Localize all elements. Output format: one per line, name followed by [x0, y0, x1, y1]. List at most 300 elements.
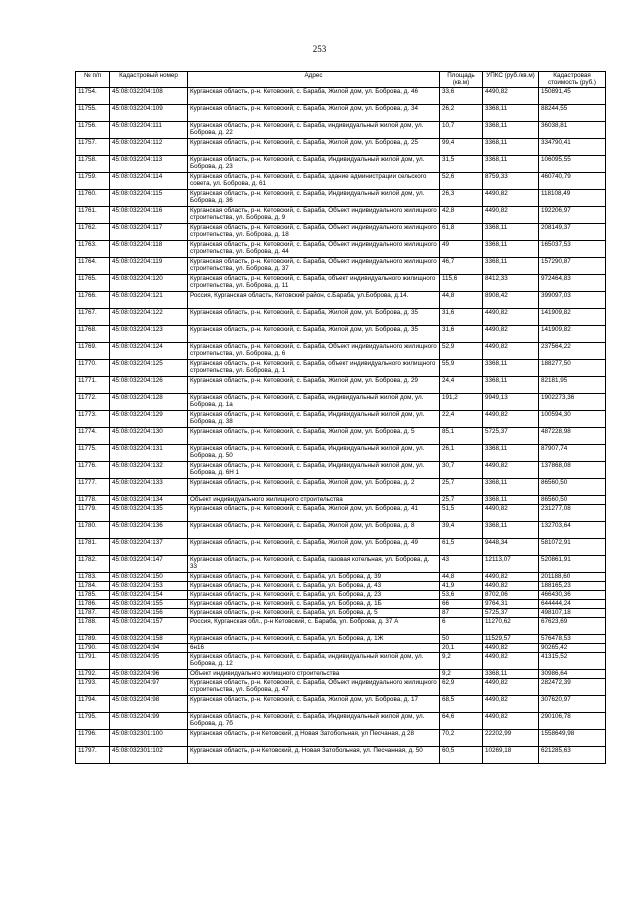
cell-kad: 45:08:032204:119 [110, 258, 188, 275]
cell-num: 11797. [76, 747, 110, 764]
cell-num: 11776. [76, 462, 110, 479]
cell-num: 11788. [76, 618, 110, 635]
cell-addr: Курганская область, р-н. Кетовский, с. Бараба, Жилой дом, ул. Боброва, д. 29 [188, 377, 440, 394]
cell-area: 31,5 [440, 156, 483, 173]
cell-num: 11785. [76, 591, 110, 600]
cell-upks: 3368,11 [483, 105, 539, 122]
cell-addr: Курганская область, р-н. Кетовский, с. Бараба, Жилой дом, ул. Боброва, д. 34 [188, 105, 440, 122]
cell-upks: 3368,11 [483, 522, 539, 539]
cell-area: 60,5 [440, 747, 483, 764]
cell-area: 61,8 [440, 224, 483, 241]
cell-addr: Курганская область, р-н. Кетовский, с. Бараба, ул. Боброва, д. 43 [188, 582, 440, 591]
cell-val: 576478,53 [539, 635, 606, 644]
cell-addr: Курганская область, р-н. Кетовский, с. Бараба, Индивидуальный жилой дом, ул. Боброва, д. 6Н 1 [188, 462, 440, 479]
cell-num: 11792. [76, 670, 110, 679]
cell-area: 39,4 [440, 522, 483, 539]
cell-kad: 45:08:032204:112 [110, 139, 188, 156]
cell-addr: Курганская область, р-н. Кетовский, с. Бараба, Объект индивидуального жилищного строительства, ул. Боброва, д. 44 [188, 241, 440, 258]
cell-val: 644444,24 [539, 600, 606, 609]
cell-upks: 3368,11 [483, 360, 539, 377]
table-row [76, 394, 606, 411]
cell-val: 100594,30 [539, 411, 606, 428]
cell-val: 208149,37 [539, 224, 606, 241]
cell-val: 87907,74 [539, 445, 606, 462]
cell-upks: 4490,82 [483, 582, 539, 591]
cell-num: 11794. [76, 696, 110, 713]
cell-val: 231277,08 [539, 505, 606, 522]
cell-val: 90265,42 [539, 644, 606, 653]
cell-val: 520861,91 [539, 556, 606, 573]
cell-kad: 45:08:032204:109 [110, 105, 188, 122]
cell-val: 972464,83 [539, 275, 606, 292]
cell-num: 11765. [76, 275, 110, 292]
cell-area: 26,2 [440, 105, 483, 122]
cell-addr: Курганская область, р-н. Кетовский, с. Бараба, ул. Боброва, д. 1Б [188, 600, 440, 609]
cell-kad: 45:08:032204:147 [110, 556, 188, 573]
table-row [76, 696, 606, 713]
table-row [76, 573, 606, 582]
cell-upks: 3368,11 [483, 156, 539, 173]
cell-val: 141909,82 [539, 309, 606, 326]
table-row [76, 88, 606, 105]
cell-area: 9,2 [440, 653, 483, 670]
cell-addr: Курганская область, р-н. Кетовский, с. Бараба, газовая котельная, ул. Боброва, д. 33 [188, 556, 440, 573]
table-row [76, 522, 606, 539]
cell-val: 188165,23 [539, 582, 606, 591]
header-address: Адрес [188, 72, 440, 88]
table-row [76, 275, 606, 292]
table-row [76, 635, 606, 644]
table-row [76, 360, 606, 377]
table-row [76, 653, 606, 670]
cell-area: 68,5 [440, 696, 483, 713]
table-row [76, 539, 606, 556]
cell-addr: Курганская область, р-н. Кетовский, с. Бараба, объект индивидуального жилищного строительства, ул. Боброва, д. 11 [188, 275, 440, 292]
table-row [76, 428, 606, 445]
table-row [76, 156, 606, 173]
cell-num: 11763. [76, 241, 110, 258]
cell-upks: 4490,82 [483, 190, 539, 207]
cell-num: 11764. [76, 258, 110, 275]
cell-addr: Курганская область, р-н. Кетовский, с. Бараба, Индивидуальный жилой дом, ул. Боброва, д. 36 [188, 190, 440, 207]
cell-num: 11781. [76, 539, 110, 556]
cell-num: 11787. [76, 609, 110, 618]
cell-val: 86560,50 [539, 496, 606, 505]
cell-kad: 45:08:032204:137 [110, 539, 188, 556]
cell-num: 11775. [76, 445, 110, 462]
cell-area: 22,4 [440, 411, 483, 428]
cell-val: 290106,78 [539, 713, 606, 730]
cell-num: 11791. [76, 653, 110, 670]
cell-area: 24,4 [440, 377, 483, 394]
cell-num: 11766. [76, 292, 110, 309]
cell-val: 621285,63 [539, 747, 606, 764]
cell-area: 30,7 [440, 462, 483, 479]
table-row [76, 582, 606, 591]
cell-kad: 45:08:032204:118 [110, 241, 188, 258]
cell-kad: 45:08:032204:95 [110, 653, 188, 670]
cell-kad: 45:08:032204:133 [110, 479, 188, 496]
header-area: Площадь (кв.м) [440, 72, 483, 88]
cell-val: 282472,39 [539, 679, 606, 696]
cell-val: 1902273,36 [539, 394, 606, 411]
cell-kad: 45:08:032204:150 [110, 573, 188, 582]
cell-addr: Курганская область, р-н. Кетовский, с. Бараба, Индивидуальный жилой дом, ул. Боброва, д. 50 [188, 445, 440, 462]
cell-upks: 3368,11 [483, 445, 539, 462]
cell-num: 11789. [76, 635, 110, 644]
cell-val: 307620,97 [539, 696, 606, 713]
table-row [76, 224, 606, 241]
table-header-row [76, 72, 606, 88]
cell-kad: 45:08:032204:136 [110, 522, 188, 539]
table-row [76, 556, 606, 573]
cell-num: 11767. [76, 309, 110, 326]
cell-upks: 4490,82 [483, 696, 539, 713]
cell-val: 498107,18 [539, 609, 606, 618]
cell-val: 399097,03 [539, 292, 606, 309]
table-row [76, 411, 606, 428]
cell-area: 191,2 [440, 394, 483, 411]
cell-val: 82181,95 [539, 377, 606, 394]
cell-addr: Курганская область, р-н. Кетовский, с. Бараба, Объект индивидуального жилищного строительства, ул. Боброва, д. 47 [188, 679, 440, 696]
table-row [76, 207, 606, 224]
cell-kad: 45:08:032204:130 [110, 428, 188, 445]
cell-area: 44,8 [440, 573, 483, 582]
cell-area: 20,1 [440, 644, 483, 653]
cell-num: 11761. [76, 207, 110, 224]
cell-upks: 4490,82 [483, 644, 539, 653]
cell-addr: Курганская область, р-н. Кетовский, с. Бараба, здание администрации сельского совета, ул. Боброва, д. 61 [188, 173, 440, 190]
cell-addr: Курганская область, р-н. Кетовский, с. Бараба, индивидуальный жилой дом, ул. Боброва, д. 12 [188, 653, 440, 670]
cell-num: 11773. [76, 411, 110, 428]
cell-num: 11784. [76, 582, 110, 591]
cell-upks: 4490,82 [483, 653, 539, 670]
cell-upks: 5725,37 [483, 428, 539, 445]
table-row [76, 309, 606, 326]
cell-addr: Курганская область, р-н. Кетовский, с. Бараба, Объект индивидуального жилищного строительства, ул. Боброва, д. 9 [188, 207, 440, 224]
cell-addr: Курганская область, р-н Кетовский, д. Новая Затобольная, ул. Песчанная, д. 50 [188, 747, 440, 764]
cell-addr: Курганская область, р-н. Кетовский, с. Бараба, ул. Боброва, д. 5 [188, 609, 440, 618]
cell-kad: 45:08:032204:153 [110, 582, 188, 591]
cell-upks: 22202,99 [483, 730, 539, 747]
cell-area: 70,2 [440, 730, 483, 747]
cell-addr: Курганская область, р-н. Кетовский, с. Бараба, Жилой дом, ул. Боброва, д. 46 [188, 88, 440, 105]
cell-upks: 8702,06 [483, 591, 539, 600]
cell-kad: 45:08:032204:126 [110, 377, 188, 394]
cell-kad: 45:08:032204:114 [110, 173, 188, 190]
cell-area: 41,9 [440, 582, 483, 591]
cell-kad: 45:08:032204:134 [110, 496, 188, 505]
cell-kad: 45:08:032204:117 [110, 224, 188, 241]
table-row [76, 292, 606, 309]
cell-addr: Курганская область, р-н. Кетовский, с. Бараба, ул. Боброва, д. 39 [188, 573, 440, 582]
cell-kad: 45:08:032204:135 [110, 505, 188, 522]
cell-val: 30986,64 [539, 670, 606, 679]
cell-val: 132703,64 [539, 522, 606, 539]
cell-kad: 45:08:032301:100 [110, 730, 188, 747]
cell-addr: Курганская область, р-н. Кетовский, с. Бараба, объект индивидуального жилищного строительства, ул. Боброва, д. 1 [188, 360, 440, 377]
cell-kad: 45:08:032204:122 [110, 309, 188, 326]
cell-upks: 3368,11 [483, 224, 539, 241]
cell-val: 86560,50 [539, 479, 606, 496]
cell-kad: 45:08:032301:102 [110, 747, 188, 764]
cell-upks: 3368,11 [483, 670, 539, 679]
cell-area: 25,7 [440, 496, 483, 505]
table-row [76, 600, 606, 609]
table-row [76, 713, 606, 730]
table-row [76, 496, 606, 505]
cell-area: 31,6 [440, 326, 483, 343]
table-row [76, 479, 606, 496]
cell-area: 31,6 [440, 309, 483, 326]
cell-num: 11755. [76, 105, 110, 122]
cell-num: 11790. [76, 644, 110, 653]
cell-addr: Курганская область, р-н. Кетовский, с. Бараба, Жилой дом, ул. Боброва, д. 35 [188, 309, 440, 326]
cell-addr: Курганская область, р-н. Кетовский, с. Бараба, Объект индивидуального жилищного строительства, ул. Боброва, д. 6 [188, 343, 440, 360]
table-row [76, 609, 606, 618]
cell-addr: Курганская область, р-н. Кетовский, с. Бараба, Жилой дом, ул. Боброва, д. 35 [188, 326, 440, 343]
cell-addr: Объект индивидуальнго жилищного строительства [188, 670, 440, 679]
cell-val: 334790,41 [539, 139, 606, 156]
cell-num: 11783. [76, 573, 110, 582]
cell-num: 11771. [76, 377, 110, 394]
cell-upks: 11529,57 [483, 635, 539, 644]
cell-num: 11796. [76, 730, 110, 747]
cell-addr: Курганская область, р-н. Кетовский, с. Бараба, Жилой дом, ул. Боброва, д. 49 [188, 539, 440, 556]
cell-area: 42,8 [440, 207, 483, 224]
cell-num: 11758. [76, 156, 110, 173]
cell-kad: 45:08:032204:129 [110, 411, 188, 428]
cell-area: 26,1 [440, 445, 483, 462]
cell-area: 50 [440, 635, 483, 644]
cell-upks: 4490,82 [483, 505, 539, 522]
header-cadastral: Кадастровый номер [110, 72, 188, 88]
cell-kad: 45:08:032204:156 [110, 609, 188, 618]
cell-upks: 3368,11 [483, 122, 539, 139]
header-upks: УПКС (руб./кв.м) [483, 72, 539, 88]
cell-kad: 45:08:032204:132 [110, 462, 188, 479]
cell-addr: Курганская область, р-н Кетовский, д Новая Затобольная, ул Песчаная, д 28 [188, 730, 440, 747]
cell-upks: 4490,82 [483, 462, 539, 479]
table-row [76, 105, 606, 122]
cell-kad: 45:08:032204:154 [110, 591, 188, 600]
header-value: Кадастровая стоимость (руб.) [539, 72, 606, 88]
cell-addr: Курганская область, р-н. Кетовский, с. Бараба, Объект индивидуального жилищного строительства, ул. Боброва, д. 37 [188, 258, 440, 275]
cell-area: 62,9 [440, 679, 483, 696]
cell-kad: 45:08:032204:108 [110, 88, 188, 105]
cell-upks: 9949,13 [483, 394, 539, 411]
cell-area: 85,1 [440, 428, 483, 445]
cell-addr: Курганская область, р-н. Кетовский, с. Бараба, Индивидуальный жилой дом, ул. Боброва, д. 38 [188, 411, 440, 428]
cell-num: 11757. [76, 139, 110, 156]
cell-val: 1558649,98 [539, 730, 606, 747]
cell-val: 581072,91 [539, 539, 606, 556]
cell-addr: Объект индивидуального жилищного строительства [188, 496, 440, 505]
cell-num: 11760. [76, 190, 110, 207]
cell-upks: 4490,82 [483, 343, 539, 360]
cell-upks: 4490,82 [483, 679, 539, 696]
cell-upks: 4490,82 [483, 713, 539, 730]
cell-num: 11768. [76, 326, 110, 343]
cell-val: 188277,50 [539, 360, 606, 377]
cell-val: 237564,22 [539, 343, 606, 360]
cadastral-table [75, 71, 606, 764]
cell-addr: Россия, Курганская обл., р-н Кетовский, с. Бараба, ул. Боброва, д. 37 А [188, 618, 440, 635]
table-row [76, 343, 606, 360]
cell-upks: 8759,33 [483, 173, 539, 190]
cell-upks: 4490,82 [483, 207, 539, 224]
cell-upks: 4490,82 [483, 88, 539, 105]
table-row [76, 747, 606, 764]
cell-addr: Курганская область, р-н. Кетовский, с. Бараба, Индивидуальный жилой дом, ул. Боброва, д. 7б [188, 713, 440, 730]
cell-addr: Курганская область, р-н. Кетовский, с. Бараба, индивидуальный жилой дом, ул. Боброва, д. 22 [188, 122, 440, 139]
cell-area: 115,6 [440, 275, 483, 292]
cell-area: 26,3 [440, 190, 483, 207]
cell-area: 52,9 [440, 343, 483, 360]
cell-num: 11769. [76, 343, 110, 360]
cell-addr: Россия, Курганская область, Кетовский район, с.Бараба, ул.Боброва, д.14. [188, 292, 440, 309]
table-row [76, 445, 606, 462]
cell-kad: 45:08:032204:111 [110, 122, 188, 139]
cell-kad: 45:08:032204:157 [110, 618, 188, 635]
cell-val: 106095,55 [539, 156, 606, 173]
cell-val: 157290,87 [539, 258, 606, 275]
cell-val: 460740,79 [539, 173, 606, 190]
cell-area: 53,6 [440, 591, 483, 600]
cell-addr: Курганская область, р-н. Кетовский, с. Бараба, Жилой дом, ул. Боброва, д. 8 [188, 522, 440, 539]
cell-kad: 45:08:032204:125 [110, 360, 188, 377]
cell-addr: Курганская область, р-н. Кетовский, с. Бараба, ул. Боброва, д. 1Ж [188, 635, 440, 644]
cell-num: 11756. [76, 122, 110, 139]
cell-num: 11778. [76, 496, 110, 505]
table-row [76, 505, 606, 522]
cell-area: 52,6 [440, 173, 483, 190]
header-num: № п/п [76, 72, 110, 88]
cell-upks: 3368,11 [483, 241, 539, 258]
cell-area: 9,2 [440, 670, 483, 679]
cell-val: 36038,81 [539, 122, 606, 139]
cell-val: 487228,98 [539, 428, 606, 445]
cell-addr: Курганская область, р-н. Кетовский, с. Бараба, Жилой дом, ул. Боброва, д. 25 [188, 139, 440, 156]
cell-num: 11780. [76, 522, 110, 539]
table-row [76, 122, 606, 139]
cell-kad: 45:08:032204:120 [110, 275, 188, 292]
cell-addr: Курганская область, р-н. Кетовский, с. Бараба, Жилой дом, ул. Боброва, д. 5 [188, 428, 440, 445]
cell-addr: Курганская область, р-н. Кетовский, с. Бараба, Жилой дом, ул. Боброва, д. 2 [188, 479, 440, 496]
cell-area: 43 [440, 556, 483, 573]
cell-kad: 45:08:032204:123 [110, 326, 188, 343]
cell-val: 118108,49 [539, 190, 606, 207]
cell-addr: Курганская область, р-н. Кетовский, с. Бараба, Индивидуальный жилой дом, ул. Боброва, д. 23 [188, 156, 440, 173]
table-row [76, 679, 606, 696]
cell-kad: 45:08:032204:96 [110, 670, 188, 679]
table-row [76, 190, 606, 207]
cell-addr: Курганская область, р-н. Кетовский, с. Бараба, индивидуальный жилой дом, ул. Боброва, д. 1а [188, 394, 440, 411]
cell-addr: 6н16 [188, 644, 440, 653]
cell-val: 165037,53 [539, 241, 606, 258]
cell-kad: 45:08:032204:99 [110, 713, 188, 730]
cell-kad: 45:08:032204:113 [110, 156, 188, 173]
cell-upks: 3368,11 [483, 139, 539, 156]
cell-kad: 45:08:032204:128 [110, 394, 188, 411]
table-row [76, 258, 606, 275]
cell-upks: 12113,07 [483, 556, 539, 573]
cell-val: 41315,52 [539, 653, 606, 670]
cell-upks: 4490,82 [483, 411, 539, 428]
cell-upks: 4490,82 [483, 573, 539, 582]
cell-val: 466430,36 [539, 591, 606, 600]
cell-num: 11795. [76, 713, 110, 730]
cell-kad: 45:08:032204:131 [110, 445, 188, 462]
cell-upks: 9448,34 [483, 539, 539, 556]
cell-num: 11779. [76, 505, 110, 522]
cell-upks: 10269,18 [483, 747, 539, 764]
cell-kad: 45:08:032204:121 [110, 292, 188, 309]
cell-area: 44,8 [440, 292, 483, 309]
cell-num: 11774. [76, 428, 110, 445]
cell-val: 150891,45 [539, 88, 606, 105]
cell-val: 201188,60 [539, 573, 606, 582]
cell-upks: 3368,11 [483, 377, 539, 394]
cell-num: 11772. [76, 394, 110, 411]
cell-upks: 4490,82 [483, 309, 539, 326]
cell-area: 25,7 [440, 479, 483, 496]
cell-area: 46,7 [440, 258, 483, 275]
cell-val: 192206,97 [539, 207, 606, 224]
cell-kad: 45:08:032204:124 [110, 343, 188, 360]
table-row [76, 173, 606, 190]
cell-area: 51,5 [440, 505, 483, 522]
cell-kad: 45:08:032204:116 [110, 207, 188, 224]
cell-num: 11786. [76, 600, 110, 609]
cell-upks: 11270,62 [483, 618, 539, 635]
cell-val: 88244,55 [539, 105, 606, 122]
table-row [76, 241, 606, 258]
cell-area: 99,4 [440, 139, 483, 156]
page-number: 253 [312, 44, 327, 54]
cell-area: 87 [440, 609, 483, 618]
cell-area: 33,6 [440, 88, 483, 105]
cell-num: 11759. [76, 173, 110, 190]
cell-kad: 45:08:032204:97 [110, 679, 188, 696]
table-row [76, 139, 606, 156]
table-row [76, 462, 606, 479]
cell-num: 11762. [76, 224, 110, 241]
cell-upks: 4490,82 [483, 326, 539, 343]
cell-val: 141909,82 [539, 326, 606, 343]
table-row [76, 644, 606, 653]
table-row [76, 326, 606, 343]
cell-upks: 3368,11 [483, 479, 539, 496]
cell-area: 49 [440, 241, 483, 258]
cell-area: 61,5 [440, 539, 483, 556]
cell-num: 11782. [76, 556, 110, 573]
cell-kad: 45:08:032204:155 [110, 600, 188, 609]
cell-kad: 45:08:032204:158 [110, 635, 188, 644]
cell-num: 11793. [76, 679, 110, 696]
cell-addr: Курганская область, р-н. Кетовский, с. Бараба, Жилой дом, ул. Боброва, д. 17 [188, 696, 440, 713]
cell-addr: Курганская область, р-н. Кетовский, с. Бараба, ул. Боброва, д. 23 [188, 591, 440, 600]
cell-num: 11777. [76, 479, 110, 496]
table-row [76, 670, 606, 679]
table-row [76, 377, 606, 394]
table-row [76, 730, 606, 747]
cell-addr: Курганская область, р-н. Кетовский, с. Бараба, Объект индивидуального жилищного строительства, ул. Боброва, д. 18 [188, 224, 440, 241]
cell-upks: 9764,31 [483, 600, 539, 609]
cell-kad: 45:08:032204:98 [110, 696, 188, 713]
cell-num: 11754. [76, 88, 110, 105]
cell-kad: 45:08:032204:115 [110, 190, 188, 207]
